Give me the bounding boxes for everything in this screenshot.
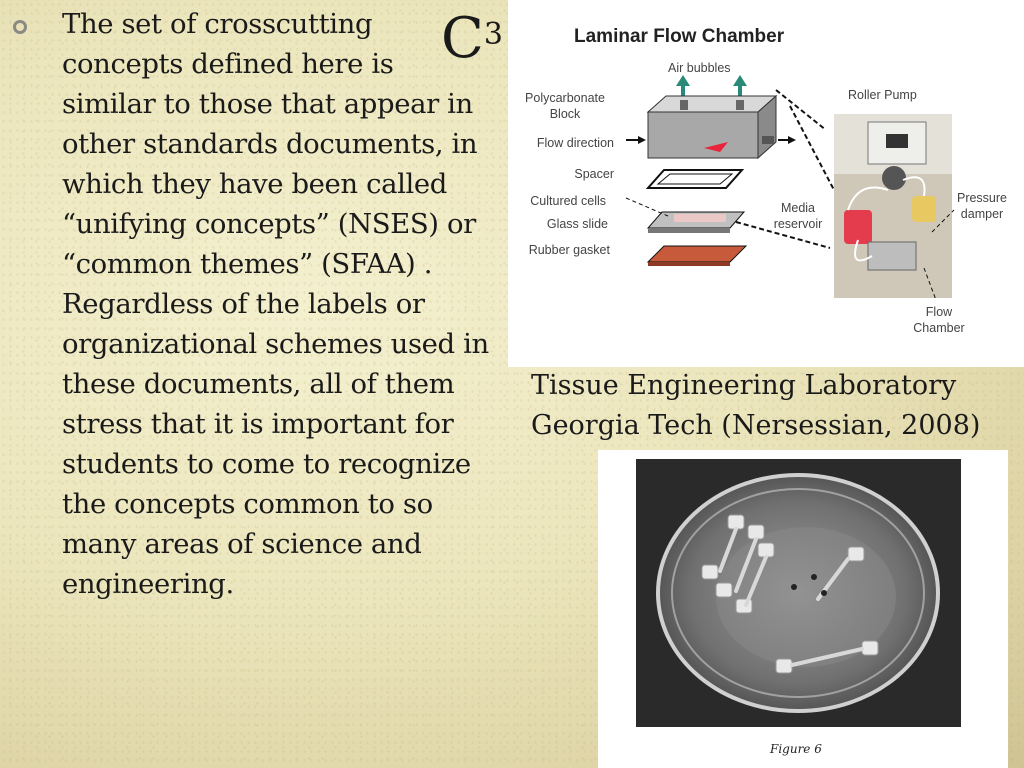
label-flow-direction: Flow direction: [536, 136, 614, 150]
figure-title: Laminar Flow Chamber: [574, 26, 785, 47]
label-flow-chamber: Flow Chamber: [913, 305, 965, 335]
polycarbonate-block: [648, 96, 776, 158]
glass-slide-layer: [626, 198, 744, 233]
label-air-bubbles: Air bubbles: [668, 61, 731, 75]
label-glass-slide: Glass slide: [546, 217, 608, 231]
label-pressure-damper: Pressure damper: [956, 191, 1008, 221]
label-roller-pump: Roller Pump: [848, 88, 917, 102]
body-text: The set of crosscutting concepts defined here is similar to those that appear in other standards documents, in which they have been called “unifying concepts” (NSES) or “common themes” (SFAA) . Regardless of the labels or organizational schemes used in these documents, all of them stress that it is important for students to come to recognize the concepts common to so many areas of science and engineering.: [62, 8, 489, 600]
petri-dish-drawing: [636, 459, 961, 727]
chamber-diagram: [508, 0, 1024, 367]
rubber-gasket-layer: [648, 246, 746, 266]
dish-photo-background: [636, 459, 961, 727]
title-superscript: 3: [483, 17, 503, 52]
slide-title: [441, 4, 503, 74]
label-polycarbonate-block: Polycarbonate Block: [525, 91, 605, 121]
spacer-layer: [648, 170, 742, 188]
bullet-icon: [13, 20, 27, 34]
label-media-reservoir: Media reservoir: [773, 201, 823, 231]
label-cultured-cells: Cultured cells: [530, 194, 606, 208]
laminar-flow-figure: [508, 0, 1024, 367]
label-rubber-gasket: Rubber gasket: [528, 243, 610, 257]
petri-dish-photo: [598, 450, 1008, 768]
equipment-photo: [834, 114, 954, 300]
label-spacer: Spacer: [574, 167, 614, 181]
title-base: C: [441, 6, 484, 71]
figure-label: Figure 6: [770, 742, 822, 756]
figure-caption: Tissue Engineering Laboratory Georgia Tech (Nersessian, 2008): [531, 370, 981, 441]
